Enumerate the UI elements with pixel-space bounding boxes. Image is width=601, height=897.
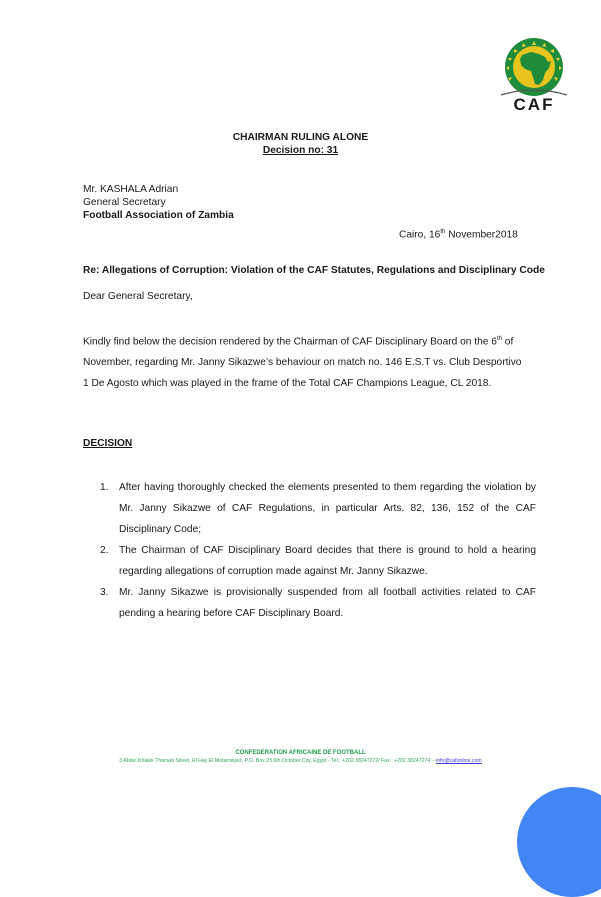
body-line: 1 De Agosto which was played in the frame of the Total CAF Champions League, CL 2018. bbox=[83, 378, 492, 390]
decision-list bbox=[100, 477, 536, 624]
footer-address bbox=[0, 758, 601, 764]
floating-action-button[interactable] bbox=[517, 787, 601, 897]
decision-item-text: After having thoroughly checked the elements presented to them regarding the violation by Mr. Janny Sikazwe of CAF Regulations, in particular Arts. 82, 136, 152 of the CAF Disciplinary Code; bbox=[119, 482, 536, 535]
decision-item-number: 1. bbox=[100, 482, 109, 493]
recipient-position: General Secretary bbox=[83, 197, 166, 208]
footer-email-link[interactable]: info@cafonline.com bbox=[436, 758, 482, 764]
decision-heading: DECISION bbox=[83, 438, 133, 449]
decision-item bbox=[100, 582, 536, 624]
decision-item-text: Mr. Janny Sikazwe is provisionally suspended from all football activities related to CAF pending a hearing before CAF Disciplinary Board. bbox=[119, 587, 536, 619]
footer-organization: CONFEDERATION AFRICAINE DE FOOTBALL bbox=[235, 750, 366, 756]
body-paragraph bbox=[83, 329, 536, 394]
decision-item bbox=[100, 477, 536, 540]
logo-text: CAF bbox=[513, 95, 555, 112]
body-superscript: th bbox=[496, 336, 502, 342]
letter-date bbox=[399, 226, 518, 241]
decision-number: Decision no: 31 bbox=[262, 145, 339, 156]
footer-address-text: 3 Abdel Khalek Tharwat Street, El Hay El Motamayez, P.O. Box 23 6th October City, Egypt - Tel.: +202 38247272/ Fax : +202 38247274 – bbox=[119, 758, 437, 764]
date-suffix: th bbox=[440, 229, 446, 235]
recipient-organization: Football Association of Zambia bbox=[83, 210, 234, 221]
decision-item-number: 2. bbox=[100, 545, 109, 556]
date-rest: November2018 bbox=[445, 229, 518, 241]
ruling-title: CHAIRMAN RULING ALONE bbox=[232, 132, 369, 143]
decision-item-number: 3. bbox=[100, 587, 109, 598]
letter-subject: Re: Allegations of Corruption: Violation of the CAF Statutes, Regulations and Disciplinary Code bbox=[83, 265, 545, 276]
salutation: Dear General Secretary, bbox=[83, 291, 193, 302]
date-prefix: Cairo, 16 bbox=[399, 229, 441, 241]
body-text: of bbox=[501, 336, 514, 348]
recipient-name: Mr. KASHALA Adrian bbox=[83, 184, 179, 195]
caf-logo bbox=[495, 37, 573, 112]
body-line: November, regarding Mr. Janny Sikazwe’s behaviour on match no. 146 E.S.T vs. Club Desportivo bbox=[83, 357, 522, 369]
decision-item-text: The Chairman of CAF Disciplinary Board decides that there is ground to hold a hearing regarding allegations of corruption made against Mr. Janny Sikazwe. bbox=[119, 545, 536, 577]
body-line bbox=[83, 329, 536, 352]
body-text: Kindly find below the decision rendered by the Chairman of CAF Disciplinary Board on the 6 bbox=[83, 336, 497, 348]
decision-item bbox=[100, 540, 536, 582]
